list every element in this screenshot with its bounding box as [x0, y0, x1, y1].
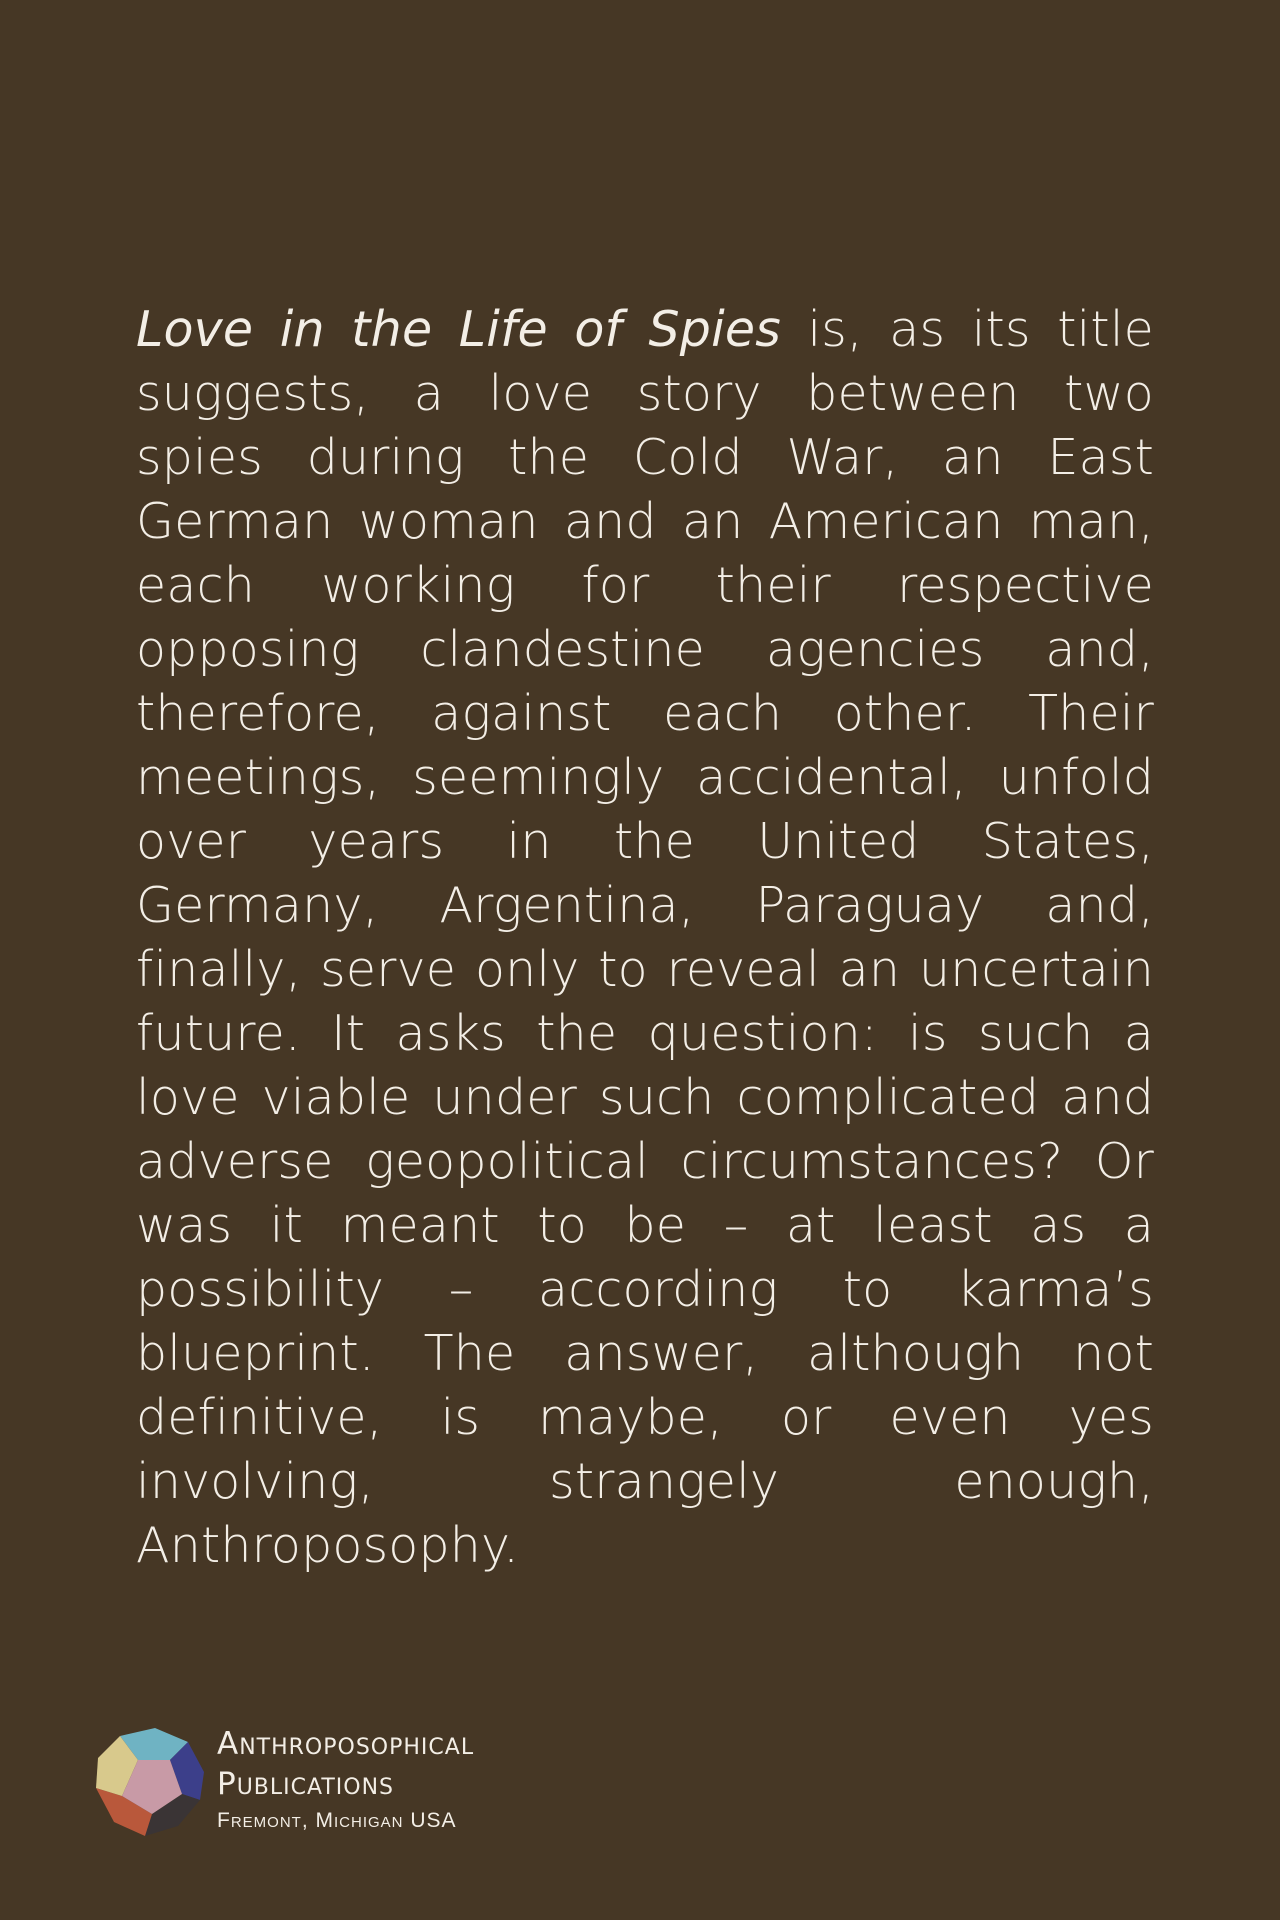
publisher-location: Fremont, Michigan USA [217, 1809, 457, 1832]
dodecahedron-logo-icon [90, 1722, 210, 1842]
publisher-name-line2: Publications [217, 1766, 395, 1802]
publisher-text [217, 1724, 474, 1836]
back-cover-blurb [136, 298, 1154, 1578]
publisher-name-line1: Anthroposophical [217, 1726, 475, 1762]
book-title: Love in the Life of Spies [136, 301, 781, 358]
publisher-block [90, 1720, 610, 1850]
blurb-text: is, as its title suggests, a love story between two spies during the Cold War, an East German woman and an American man, each working for their respective opposing clandestine agencies and, therefore, against each other. Their meetings, seemingly accidental, unfold over years in the United States, Germany, Argentina, Paraguay and, finally, serve only to reveal an uncertain future. It asks the question: is such a love viable under such complicated and adverse geopolitical circumstances? Or was it meant to be – at least as a possibility – according to karma’s blueprint. The answer, although not definitive, is maybe, or even yes involving, strangely enough, Anthroposophy. [136, 301, 1154, 1574]
